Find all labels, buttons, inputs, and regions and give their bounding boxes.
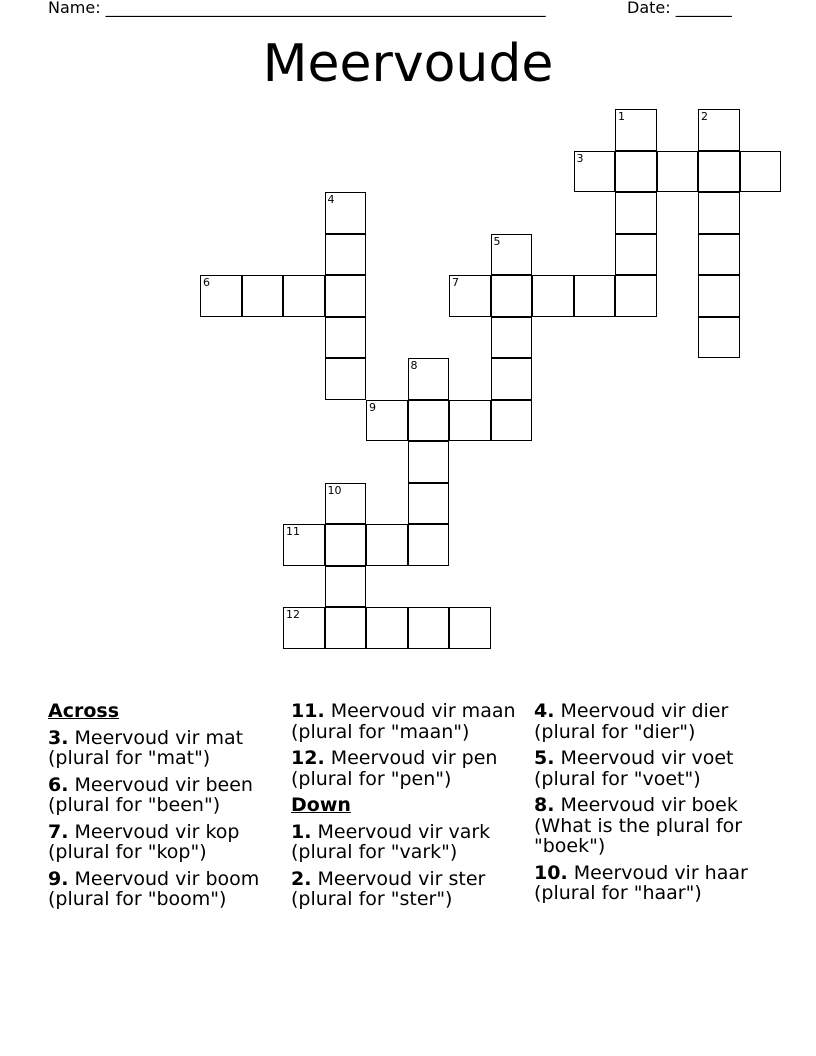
grid-cell[interactable] bbox=[325, 358, 367, 400]
cell-number: 10 bbox=[327, 483, 342, 497]
clue-column-2 bbox=[291, 701, 531, 916]
grid-cell[interactable] bbox=[491, 275, 533, 317]
clue-down-4: 4. Meervoud vir dier (plural for "dier") bbox=[534, 700, 729, 743]
grid-cell[interactable] bbox=[366, 607, 408, 649]
grid-cell[interactable] bbox=[408, 483, 450, 525]
clue-down-2: 2. Meervoud vir ster (plural for "ster") bbox=[291, 867, 486, 910]
cell-number: 9 bbox=[369, 400, 376, 414]
grid-cell[interactable] bbox=[325, 483, 367, 525]
grid-cell[interactable] bbox=[325, 524, 367, 566]
clue-down-10: 10. Meervoud vir haar (plural for "haar") bbox=[534, 861, 748, 904]
cell-number: 11 bbox=[286, 525, 300, 538]
grid-cell[interactable] bbox=[574, 151, 616, 193]
across-heading: Across bbox=[48, 700, 120, 722]
down-heading: Down bbox=[291, 794, 351, 816]
grid-cell[interactable] bbox=[615, 275, 657, 317]
grid-cell[interactable] bbox=[740, 151, 782, 193]
cell-number: 7 bbox=[452, 276, 459, 289]
clue-across-7: 7. Meervoud vir kop (plural for "kop") bbox=[48, 820, 240, 863]
grid-cell[interactable] bbox=[408, 524, 450, 566]
clue-across-3: 3. Meervoud vir mat (plural for "mat") bbox=[48, 726, 244, 769]
cell-number: 8 bbox=[410, 359, 418, 372]
clue-down-5: 5. Meervoud vir voet (plural for "voet") bbox=[534, 747, 734, 790]
grid-cell[interactable] bbox=[574, 275, 616, 317]
clue-down-8: 8. Meervoud vir boek (What is the plural for "boek") bbox=[534, 794, 743, 857]
page-title: Meervoude bbox=[262, 34, 554, 94]
grid-cell[interactable] bbox=[491, 234, 533, 276]
clue-across-11: 11. Meervoud vir maan (plural for "maan") bbox=[291, 700, 516, 743]
grid-cell[interactable] bbox=[408, 358, 450, 400]
grid-cell[interactable] bbox=[325, 317, 367, 359]
clue-across-6: 6. Meervoud vir been (plural for "been") bbox=[48, 773, 253, 816]
grid-cell[interactable] bbox=[698, 109, 740, 151]
clue-across-9: 9. Meervoud vir boom (plural for "boom") bbox=[48, 867, 260, 910]
cell-number: 4 bbox=[327, 193, 335, 206]
grid-cell[interactable] bbox=[615, 109, 657, 151]
grid-cell[interactable] bbox=[283, 275, 325, 317]
cell-number: 12 bbox=[286, 608, 300, 621]
date-field-label: Date: _______ bbox=[627, 0, 732, 17]
grid-cell[interactable] bbox=[698, 151, 740, 193]
cell-number: 1 bbox=[618, 110, 625, 123]
grid-cell[interactable] bbox=[615, 151, 657, 193]
grid-cell[interactable] bbox=[698, 192, 740, 234]
grid-cell[interactable] bbox=[200, 275, 242, 317]
grid-cell[interactable] bbox=[408, 607, 450, 649]
clue-column-1 bbox=[48, 701, 288, 916]
grid-cell[interactable] bbox=[366, 400, 408, 442]
grid-cell[interactable] bbox=[491, 400, 533, 442]
grid-cell[interactable] bbox=[449, 607, 491, 649]
name-field-label: Name: _______________________________________________________ bbox=[48, 0, 546, 17]
grid-cell[interactable] bbox=[325, 566, 367, 608]
grid-cell[interactable] bbox=[325, 607, 367, 649]
grid-cell[interactable] bbox=[242, 275, 284, 317]
cell-number: 5 bbox=[493, 234, 501, 248]
grid-cell[interactable] bbox=[325, 234, 367, 276]
clue-across-12: 12. Meervoud vir pen (plural for "pen") bbox=[291, 747, 498, 790]
grid-cell[interactable] bbox=[615, 234, 657, 276]
grid-cell[interactable] bbox=[366, 524, 408, 566]
grid-cell[interactable] bbox=[657, 151, 699, 193]
grid-cell[interactable] bbox=[408, 400, 450, 442]
cell-number: 2 bbox=[701, 110, 708, 123]
clue-column-3 bbox=[534, 701, 794, 910]
grid-cell[interactable] bbox=[698, 317, 740, 359]
grid-cell[interactable] bbox=[449, 275, 491, 317]
grid-cell[interactable] bbox=[283, 607, 325, 649]
grid-cell[interactable] bbox=[325, 192, 367, 234]
grid-cell[interactable] bbox=[491, 358, 533, 400]
cell-number: 6 bbox=[203, 276, 210, 289]
grid-cell[interactable] bbox=[615, 192, 657, 234]
grid-cell[interactable] bbox=[283, 524, 325, 566]
grid-cell[interactable] bbox=[325, 275, 367, 317]
cell-number: 3 bbox=[576, 151, 584, 165]
grid-cell[interactable] bbox=[408, 441, 450, 483]
grid-cell[interactable] bbox=[532, 275, 574, 317]
grid-cell[interactable] bbox=[698, 275, 740, 317]
clue-down-1: 1. Meervoud vir vark (plural for "vark") bbox=[291, 820, 491, 863]
grid-cell[interactable] bbox=[449, 400, 491, 442]
grid-cell[interactable] bbox=[491, 317, 533, 359]
grid-cell[interactable] bbox=[698, 234, 740, 276]
